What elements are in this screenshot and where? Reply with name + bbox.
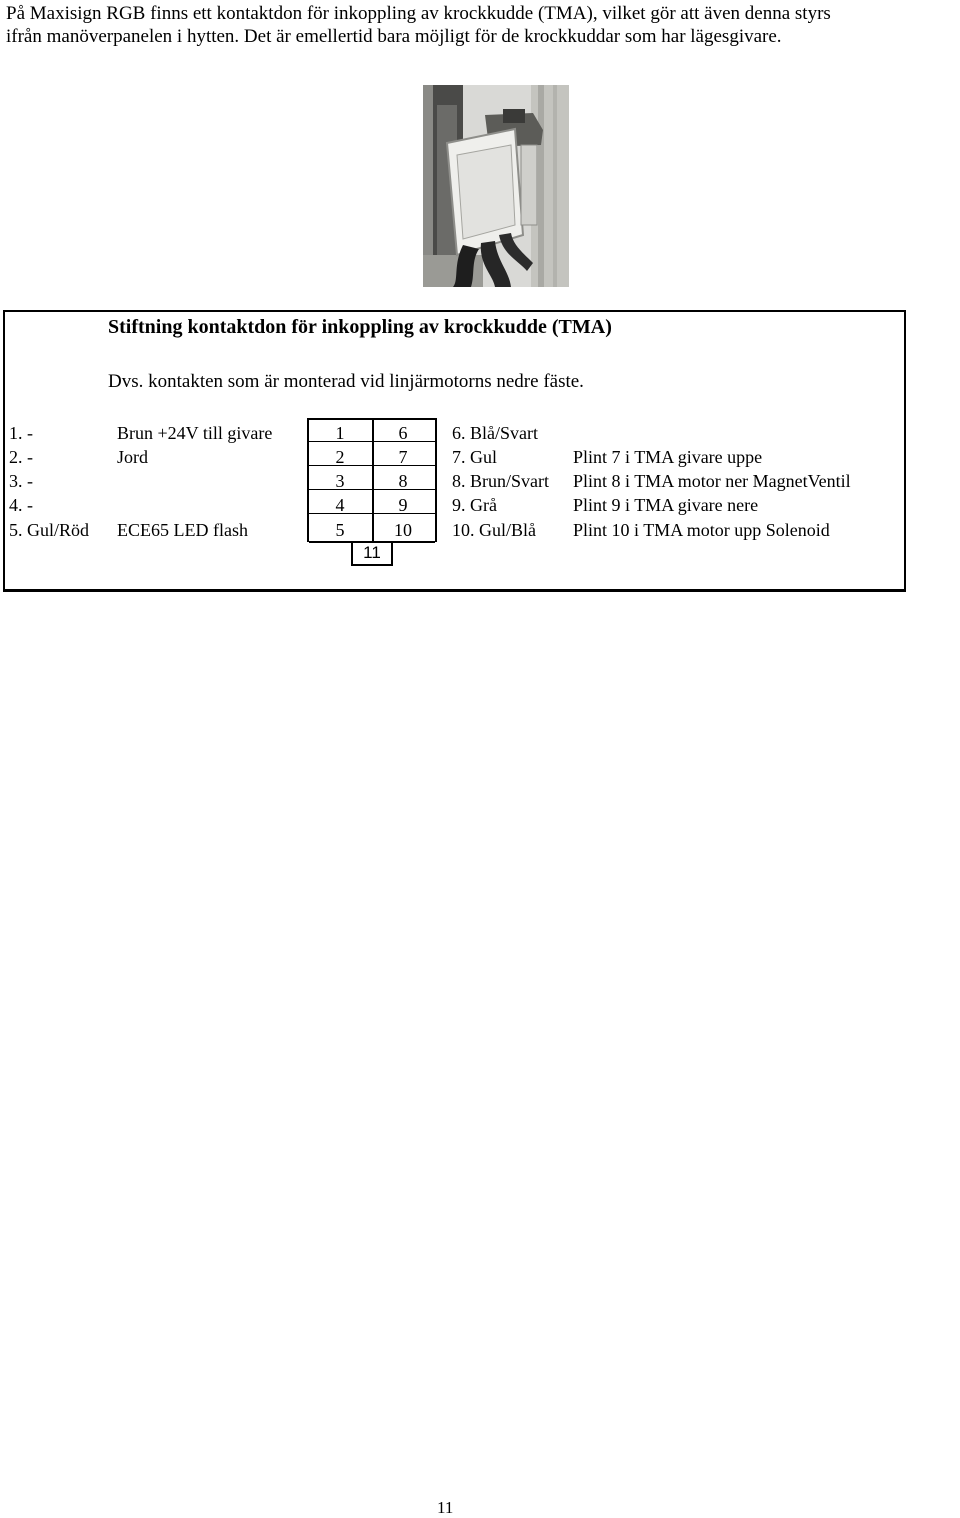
pin-row-right-label: 7. Gul <box>452 447 497 467</box>
pin-row <box>5 493 904 517</box>
pin-number-right: 8 <box>398 471 408 491</box>
pin-row-right-description: Plint 9 i TMA givare nere <box>573 495 759 515</box>
pin-row-right-label: 9. Grå <box>452 495 497 515</box>
pin-row-right-label: 8. Brun/Svart <box>452 471 549 491</box>
pin-row <box>5 421 904 445</box>
pin-row <box>5 445 904 469</box>
pin-row-label: 2. - <box>9 447 33 467</box>
intro-paragraph <box>6 2 960 48</box>
pin-row-label: 5. Gul/Röd <box>9 520 90 540</box>
pin-row-right-description: Plint 7 i TMA givare uppe <box>573 447 763 467</box>
pin-row <box>5 469 904 493</box>
intro-line-2: ifrån manöverpanelen i hytten. Det är emellertid bara möjligt för de krockkuddar som har lägesgivare. <box>6 26 782 47</box>
pin-number-left: 5 <box>335 520 345 540</box>
pin-row-right-description: Plint 10 i TMA motor upp Solenoid <box>573 520 830 540</box>
pin-number-right: 6 <box>398 423 408 443</box>
pin-number-left: 3 <box>335 471 345 491</box>
pin-box-subtitle: Dvs. kontakten som är monterad vid linjärmotorns nedre fäste. <box>108 371 584 392</box>
pin-number-left: 4 <box>335 495 345 515</box>
pin-row-label: 3. - <box>9 471 33 491</box>
pin-row-right-label: 6. Blå/Svart <box>452 423 538 443</box>
pin-number-right: 10 <box>394 520 412 540</box>
pin-row-description: Jord <box>117 447 148 467</box>
pin-row-label: 1. - <box>9 423 33 443</box>
pin-box-title: Stiftning kontaktdon för inkoppling av krockkudde (TMA) <box>108 316 612 338</box>
pin-assignment-box <box>3 310 906 592</box>
pin-row-right-label: 10. Gul/Blå <box>452 520 536 540</box>
pin-number-right: 9 <box>398 495 408 515</box>
pin-row-description: Brun +24V till givare <box>117 423 273 443</box>
pin-number-left: 1 <box>335 423 345 443</box>
page-number: 11 <box>437 1498 454 1517</box>
pin-row <box>5 518 904 542</box>
pin-number-extra: 11 <box>351 542 393 566</box>
pin-row-right-description: Plint 8 i TMA motor ner MagnetVentil <box>573 471 851 491</box>
connector-photo <box>423 85 569 287</box>
intro-line-1: På Maxisign RGB finns ett kontaktdon för inkoppling av krockkudde (TMA), vilket gör att även denna styrs <box>6 3 831 24</box>
pin-number-left: 2 <box>335 447 345 467</box>
pin-row-label: 4. - <box>9 495 33 515</box>
pin-row-description: ECE65 LED flash <box>117 520 248 540</box>
pin-number-right: 7 <box>398 447 408 467</box>
